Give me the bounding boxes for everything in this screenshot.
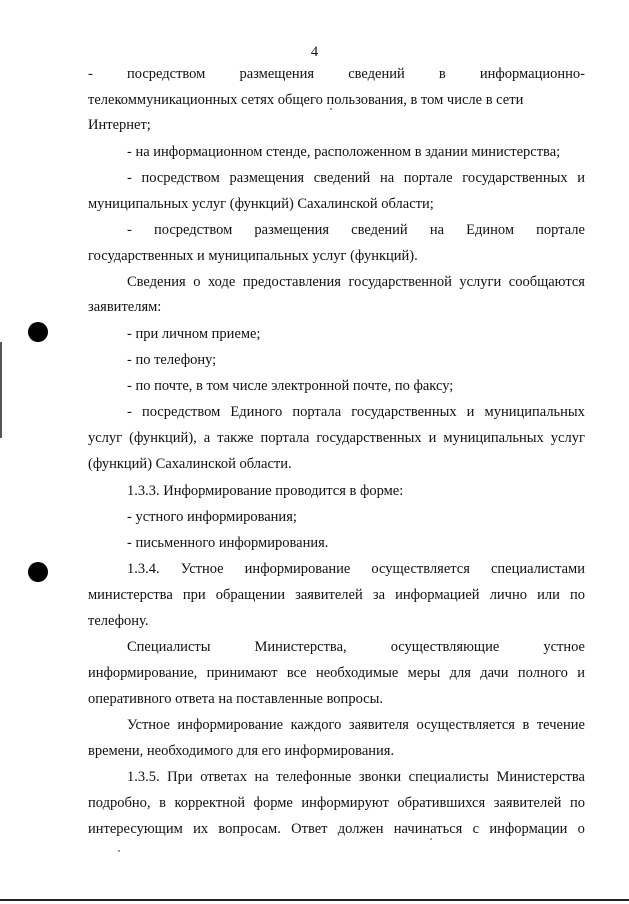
word: Устное <box>127 717 170 733</box>
text-line: времени, необходимого для его информирования. <box>88 743 395 759</box>
word: с <box>472 821 480 837</box>
word: государственных <box>462 170 568 186</box>
word: Министерства <box>496 769 585 785</box>
word: посредством <box>126 66 206 82</box>
word: информацией <box>395 587 480 603</box>
word: посредством <box>141 404 221 420</box>
text-line: - устного информирования; <box>127 509 297 525</box>
text-line <box>88 585 585 605</box>
word: о <box>193 274 201 290</box>
word: полного <box>517 665 568 681</box>
word: размещения <box>254 222 330 238</box>
word: и <box>577 665 585 681</box>
word: для <box>449 665 471 681</box>
word: и <box>428 430 437 446</box>
word: размещения <box>239 66 315 82</box>
word: и <box>466 404 475 420</box>
word: сообщаются <box>508 274 585 290</box>
text-line <box>88 793 585 813</box>
word: информирование, <box>88 665 198 681</box>
text-line: оперативного ответа на поставленные вопросы. <box>88 691 383 707</box>
text-line <box>88 637 585 657</box>
word: устное <box>543 639 585 655</box>
word: посредством <box>141 170 220 186</box>
word: а <box>203 430 211 446</box>
text-line <box>88 767 585 787</box>
text-line <box>88 220 585 240</box>
text-line <box>88 168 585 188</box>
word: в <box>522 717 530 733</box>
word: обратившихся <box>397 795 486 811</box>
word: в <box>438 66 446 82</box>
word: специалистами <box>490 561 585 577</box>
word: Ответ <box>291 821 328 837</box>
word: сведений <box>313 170 371 186</box>
word: по <box>569 587 585 603</box>
word: муниципальных <box>443 430 544 446</box>
word: услуг <box>550 430 585 446</box>
word: Сведения <box>127 274 186 290</box>
text-line: - письменного информирования. <box>127 535 329 551</box>
word: начинаться <box>393 821 463 837</box>
word: При <box>167 769 193 785</box>
word: услуг <box>88 430 123 446</box>
word: корректной <box>174 795 245 811</box>
word: сведений <box>348 66 405 82</box>
word: форме <box>253 795 293 811</box>
word: их <box>193 821 209 837</box>
text-line <box>88 819 585 839</box>
text-line <box>88 428 585 448</box>
word: портала <box>292 404 342 420</box>
word: в <box>159 795 166 811</box>
text-line <box>88 64 585 84</box>
word: портале <box>403 170 453 186</box>
word: вопросам. <box>218 821 281 837</box>
word: министерства <box>88 587 173 603</box>
word: - <box>88 66 93 82</box>
word: осуществляющие <box>390 639 500 655</box>
word: специалисты <box>408 769 489 785</box>
word: (функций), <box>129 430 197 446</box>
word: заявителей <box>493 795 562 811</box>
text-line: муниципальных услуг (функций) Сахалинской области; <box>88 196 434 212</box>
word: каждого <box>290 717 342 733</box>
word: осуществляется <box>371 561 470 577</box>
text-line: телекоммуникационных сетях общего пользования, в том числе в сети <box>88 92 524 108</box>
word: ходе <box>207 274 236 290</box>
word: портале <box>536 222 585 238</box>
word: - <box>127 222 132 238</box>
word: необходимые <box>315 665 399 681</box>
text-line <box>88 715 585 735</box>
text-line <box>88 559 585 579</box>
text-line <box>88 402 585 422</box>
text-line: (функций) Сахалинской области. <box>88 456 292 472</box>
word: на <box>379 170 395 186</box>
text-line: - на информационном стенде, расположенном в здании министерства; <box>127 144 561 160</box>
word: предоставления <box>242 274 341 290</box>
text-line: государственных и муниципальных услуг (функций). <box>88 248 418 264</box>
word: или <box>537 587 560 603</box>
word: меры <box>407 665 441 681</box>
word: посредством <box>153 222 233 238</box>
word: Министерства, <box>254 639 347 655</box>
word: Устное <box>180 561 224 577</box>
word: принимают <box>206 665 278 681</box>
word: осуществляется <box>416 717 515 733</box>
word: - <box>127 404 132 420</box>
word: также <box>217 430 254 446</box>
word: все <box>286 665 307 681</box>
word: Специалисты <box>127 639 211 655</box>
word: услуги <box>459 274 502 290</box>
bottom-scan-edge <box>0 899 629 901</box>
word: подробно, <box>88 795 151 811</box>
word: - <box>127 170 132 186</box>
text-line: - при личном приеме; <box>127 326 261 342</box>
word: телефонные <box>276 769 352 785</box>
text-line: телефону. <box>88 613 149 629</box>
document-body <box>88 0 585 904</box>
word: и <box>577 170 585 186</box>
word: портала <box>260 430 310 446</box>
word: государственных <box>351 404 457 420</box>
text-line: - по почте, в том числе электронной почте, по факсу; <box>127 378 454 394</box>
word: 1.3.5. <box>127 769 160 785</box>
word: обращении <box>215 587 285 603</box>
word: на <box>429 222 445 238</box>
text-line: 1.3.3. Информирование проводится в форме: <box>127 483 404 499</box>
word: государственных <box>316 430 422 446</box>
word: информирование <box>244 561 351 577</box>
word: информационно- <box>479 66 585 82</box>
text-line <box>88 663 585 683</box>
word: информирование <box>177 717 284 733</box>
word: заявителя <box>348 717 409 733</box>
word: Единого <box>230 404 283 420</box>
word: информации <box>489 821 568 837</box>
word: за <box>372 587 386 603</box>
word: на <box>254 769 269 785</box>
word: информируют <box>301 795 389 811</box>
word: сведений <box>351 222 408 238</box>
text-line: заявителям: <box>88 299 162 315</box>
word: дачи <box>480 665 509 681</box>
word: интересующим <box>88 821 183 837</box>
left-margin-mark <box>0 342 2 438</box>
word: Едином <box>466 222 515 238</box>
word: ответах <box>200 769 247 785</box>
text-line: Интернет; <box>88 117 151 133</box>
punch-hole-bottom <box>28 562 48 582</box>
word: при <box>182 587 206 603</box>
word: 1.3.4. <box>127 561 160 577</box>
word: звонки <box>358 769 402 785</box>
text-line: - по телефону; <box>127 352 217 368</box>
word: муниципальных <box>484 404 585 420</box>
word: размещения <box>229 170 305 186</box>
text-line <box>88 272 585 292</box>
word: по <box>569 795 585 811</box>
word: государственной <box>348 274 452 290</box>
word: должен <box>337 821 384 837</box>
punch-hole-top <box>28 322 48 342</box>
page-number: 4 <box>310 44 319 60</box>
word: о <box>577 821 585 837</box>
word: заявителей <box>295 587 363 603</box>
word: течение <box>536 717 585 733</box>
word: лично <box>489 587 527 603</box>
